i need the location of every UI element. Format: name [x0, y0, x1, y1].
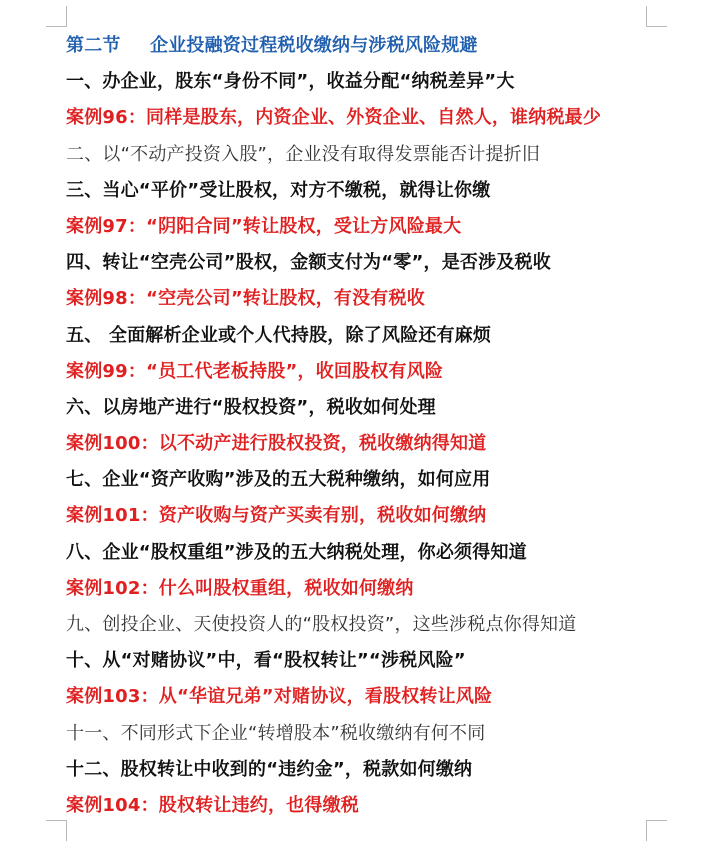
- section-title: 企业投融资过程税收缴纳与涉税风险规避: [150, 35, 478, 56]
- case-line: 案例99：“员工代老板持股”，收回股权有风险: [66, 360, 444, 382]
- toc-line: 五、 全面解析企业或个人代持股，除了风险还有麻烦: [66, 324, 492, 346]
- toc-line: 六、以房地产进行“股权投资”，税收如何处理: [66, 396, 436, 418]
- case-line: 案例102：什么叫股权重组，税收如何缴纳: [66, 577, 414, 599]
- toc-line: 三、当心“平价”受让股权，对方不缴税，就得让你缴: [66, 179, 491, 201]
- crop-mark-top-left: [46, 6, 67, 27]
- toc-line: 四、转让“空壳公司”股权，金额支付为“零”，是否涉及税收: [66, 252, 551, 274]
- case-line: 案例96：同样是股东，内资企业、外资企业、自然人，谁纳税最少: [66, 107, 602, 129]
- toc-line: 九、创投企业、天使投资人的“股权投资”，这些涉税点你得知道: [66, 614, 577, 635]
- case-line: 案例101：资产收购与资产买卖有别，税收如何缴纳: [66, 505, 487, 527]
- toc-line: 十、从“对赌协议”中，看“股权转让”“涉税风险”: [66, 650, 466, 672]
- toc-line: 七、企业“资产收购”涉及的五大税种缴纳，如何应用: [66, 469, 491, 491]
- crop-mark-bottom-left: [46, 820, 67, 841]
- section-number: 第二节: [66, 35, 121, 56]
- section-heading: [66, 28, 686, 64]
- case-line: 案例103：从“华谊兄弟”对赌协议，看股权转让风险: [66, 686, 493, 708]
- case-line: 案例98：“空壳公司”转让股权，有没有税收: [66, 288, 425, 310]
- case-line: 案例104：股权转让违约，也得缴税: [66, 794, 359, 816]
- toc-line: 一、办企业，股东“身份不同”，收益分配“纳税差异”大: [66, 71, 515, 93]
- toc-line: 八、企业“股权重组”涉及的五大纳税处理，你必须得知道: [66, 541, 527, 563]
- document-body: [66, 28, 686, 824]
- case-line: 案例97：“阴阳合同”转让股权，受让方风险最大: [66, 215, 462, 237]
- toc-line: 十二、股权转让中收到的“违约金”，税款如何缴纳: [66, 758, 473, 780]
- toc-line: 二、以“不动产投资入股”，企业没有取得发票能否计提折旧: [66, 143, 541, 165]
- crop-mark-top-right: [646, 6, 667, 27]
- toc-line: 十一、不同形式下企业“转增股本”税收缴纳有何不同: [66, 722, 486, 744]
- case-line: 案例100：以不动产进行股权投资，税收缴纳得知道: [66, 433, 487, 455]
